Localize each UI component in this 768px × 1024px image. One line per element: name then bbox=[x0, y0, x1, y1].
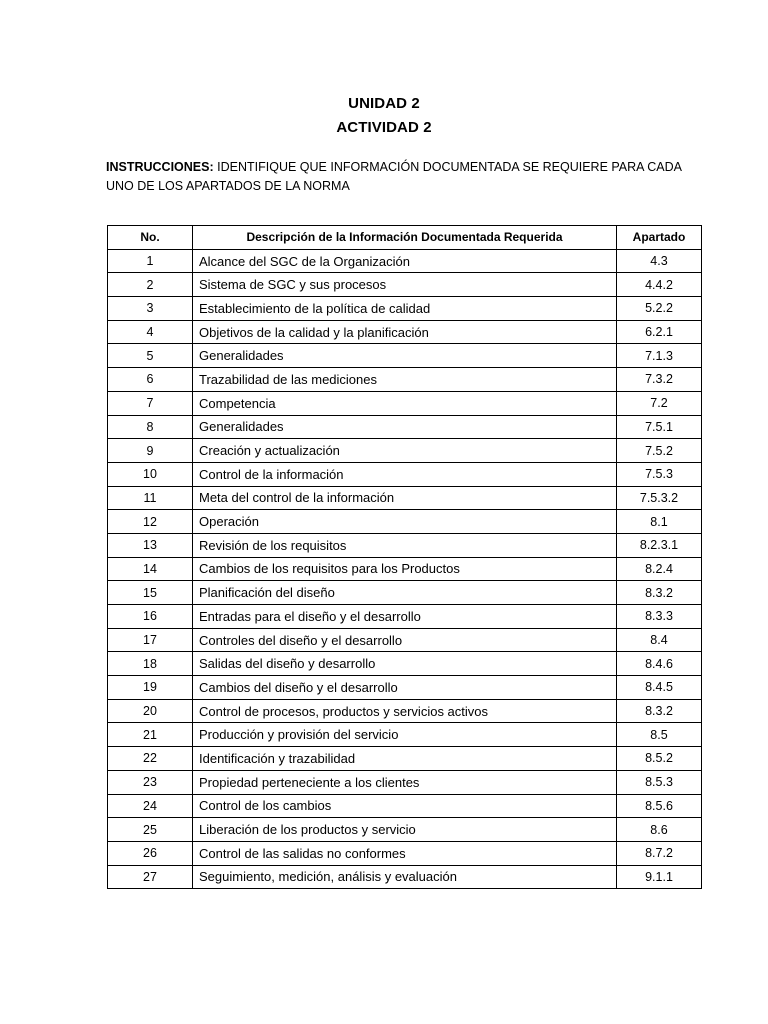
requirements-table bbox=[107, 225, 702, 889]
row-number-cell: 26 bbox=[108, 841, 193, 865]
table-row bbox=[108, 533, 702, 557]
unit-title: UNIDAD 2 bbox=[348, 95, 420, 112]
row-description-cell: Creación y actualización bbox=[193, 439, 617, 463]
table-row bbox=[108, 462, 702, 486]
table-row bbox=[108, 747, 702, 771]
column-header-description: Descripción de la Información Documentada Requerida bbox=[193, 226, 617, 250]
row-section-cell: 8.5.3 bbox=[617, 770, 702, 794]
row-number-cell: 17 bbox=[108, 628, 193, 652]
row-description-cell: Cambios del diseño y el desarrollo bbox=[193, 676, 617, 700]
row-description-cell: Salidas del diseño y desarrollo bbox=[193, 652, 617, 676]
row-section-cell: 8.3.3 bbox=[617, 605, 702, 629]
row-number-cell: 22 bbox=[108, 747, 193, 771]
table-row bbox=[108, 818, 702, 842]
row-number-cell: 2 bbox=[108, 273, 193, 297]
row-section-cell: 8.7.2 bbox=[617, 841, 702, 865]
row-section-cell: 8.3.2 bbox=[617, 581, 702, 605]
row-section-cell: 5.2.2 bbox=[617, 297, 702, 321]
table-row bbox=[108, 865, 702, 889]
row-description-cell: Competencia bbox=[193, 391, 617, 415]
column-header-section: Apartado bbox=[617, 226, 702, 250]
row-section-cell: 8.4 bbox=[617, 628, 702, 652]
row-description-cell: Alcance del SGC de la Organización bbox=[193, 249, 617, 273]
table-row bbox=[108, 486, 702, 510]
row-section-cell: 7.5.3.2 bbox=[617, 486, 702, 510]
row-section-cell: 4.3 bbox=[617, 249, 702, 273]
table-row bbox=[108, 581, 702, 605]
row-section-cell: 7.3.2 bbox=[617, 368, 702, 392]
row-section-cell: 9.1.1 bbox=[617, 865, 702, 889]
row-number-cell: 20 bbox=[108, 699, 193, 723]
row-section-cell: 8.6 bbox=[617, 818, 702, 842]
table-row bbox=[108, 439, 702, 463]
column-header-number: No. bbox=[108, 226, 193, 250]
table-row bbox=[108, 628, 702, 652]
row-description-cell: Control de los cambios bbox=[193, 794, 617, 818]
row-number-cell: 25 bbox=[108, 818, 193, 842]
row-number-cell: 24 bbox=[108, 794, 193, 818]
activity-title: ACTIVIDAD 2 bbox=[336, 119, 432, 136]
row-section-cell: 8.5.6 bbox=[617, 794, 702, 818]
table-row bbox=[108, 770, 702, 794]
row-section-cell: 7.5.2 bbox=[617, 439, 702, 463]
table-row bbox=[108, 841, 702, 865]
row-section-cell: 7.1.3 bbox=[617, 344, 702, 368]
row-description-cell: Planificación del diseño bbox=[193, 581, 617, 605]
table-row bbox=[108, 676, 702, 700]
table-row bbox=[108, 273, 702, 297]
row-description-cell: Controles del diseño y el desarrollo bbox=[193, 628, 617, 652]
row-description-cell: Establecimiento de la política de calidad bbox=[193, 297, 617, 321]
row-number-cell: 18 bbox=[108, 652, 193, 676]
row-number-cell: 9 bbox=[108, 439, 193, 463]
table-row bbox=[108, 368, 702, 392]
row-section-cell: 8.2.4 bbox=[617, 557, 702, 581]
table-row bbox=[108, 344, 702, 368]
row-description-cell: Objetivos de la calidad y la planificación bbox=[193, 320, 617, 344]
row-number-cell: 11 bbox=[108, 486, 193, 510]
row-number-cell: 3 bbox=[108, 297, 193, 321]
table-row bbox=[108, 249, 702, 273]
row-number-cell: 13 bbox=[108, 533, 193, 557]
row-description-cell: Producción y provisión del servicio bbox=[193, 723, 617, 747]
row-description-cell: Identificación y trazabilidad bbox=[193, 747, 617, 771]
row-number-cell: 7 bbox=[108, 391, 193, 415]
row-number-cell: 12 bbox=[108, 510, 193, 534]
row-description-cell: Generalidades bbox=[193, 344, 617, 368]
row-description-cell: Control de procesos, productos y servicios activos bbox=[193, 699, 617, 723]
table-row bbox=[108, 652, 702, 676]
row-description-cell: Propiedad perteneciente a los clientes bbox=[193, 770, 617, 794]
row-description-cell: Generalidades bbox=[193, 415, 617, 439]
row-description-cell: Operación bbox=[193, 510, 617, 534]
row-section-cell: 4.4.2 bbox=[617, 273, 702, 297]
row-section-cell: 8.2.3.1 bbox=[617, 533, 702, 557]
row-number-cell: 14 bbox=[108, 557, 193, 581]
row-number-cell: 4 bbox=[108, 320, 193, 344]
row-description-cell: Entradas para el diseño y el desarrollo bbox=[193, 605, 617, 629]
instructions-paragraph bbox=[106, 158, 686, 196]
row-number-cell: 15 bbox=[108, 581, 193, 605]
table-row bbox=[108, 794, 702, 818]
row-number-cell: 8 bbox=[108, 415, 193, 439]
row-description-cell: Sistema de SGC y sus procesos bbox=[193, 273, 617, 297]
row-description-cell: Liberación de los productos y servicio bbox=[193, 818, 617, 842]
row-description-cell: Control de la información bbox=[193, 462, 617, 486]
row-number-cell: 1 bbox=[108, 249, 193, 273]
row-section-cell: 8.4.5 bbox=[617, 676, 702, 700]
row-description-cell: Cambios de los requisitos para los Productos bbox=[193, 557, 617, 581]
table-row bbox=[108, 391, 702, 415]
row-section-cell: 8.3.2 bbox=[617, 699, 702, 723]
table-row bbox=[108, 415, 702, 439]
row-description-cell: Seguimiento, medición, análisis y evaluación bbox=[193, 865, 617, 889]
row-section-cell: 7.5.3 bbox=[617, 462, 702, 486]
row-number-cell: 10 bbox=[108, 462, 193, 486]
row-section-cell: 8.4.6 bbox=[617, 652, 702, 676]
table-body bbox=[108, 249, 702, 889]
row-description-cell: Meta del control de la información bbox=[193, 486, 617, 510]
table-row bbox=[108, 297, 702, 321]
row-description-cell: Control de las salidas no conformes bbox=[193, 841, 617, 865]
row-number-cell: 5 bbox=[108, 344, 193, 368]
document-header bbox=[0, 92, 768, 140]
row-description-cell: Revisión de los requisitos bbox=[193, 533, 617, 557]
table-row bbox=[108, 320, 702, 344]
row-number-cell: 23 bbox=[108, 770, 193, 794]
instructions-text: IDENTIFIQUE QUE INFORMACIÓN DOCUMENTADA SE REQUIERE PARA CADA UNO DE LOS APARTADOS DE LA NORMA bbox=[106, 160, 682, 193]
row-number-cell: 16 bbox=[108, 605, 193, 629]
table-row bbox=[108, 510, 702, 534]
row-section-cell: 6.2.1 bbox=[617, 320, 702, 344]
row-number-cell: 6 bbox=[108, 368, 193, 392]
table-row bbox=[108, 605, 702, 629]
row-number-cell: 27 bbox=[108, 865, 193, 889]
table-row bbox=[108, 699, 702, 723]
row-section-cell: 8.1 bbox=[617, 510, 702, 534]
instructions-label: INSTRUCCIONES: bbox=[106, 160, 214, 174]
row-section-cell: 7.5.1 bbox=[617, 415, 702, 439]
table-row bbox=[108, 557, 702, 581]
row-number-cell: 19 bbox=[108, 676, 193, 700]
row-section-cell: 8.5.2 bbox=[617, 747, 702, 771]
row-section-cell: 7.2 bbox=[617, 391, 702, 415]
table-header-row bbox=[108, 226, 702, 250]
row-number-cell: 21 bbox=[108, 723, 193, 747]
table-row bbox=[108, 723, 702, 747]
row-section-cell: 8.5 bbox=[617, 723, 702, 747]
row-description-cell: Trazabilidad de las mediciones bbox=[193, 368, 617, 392]
